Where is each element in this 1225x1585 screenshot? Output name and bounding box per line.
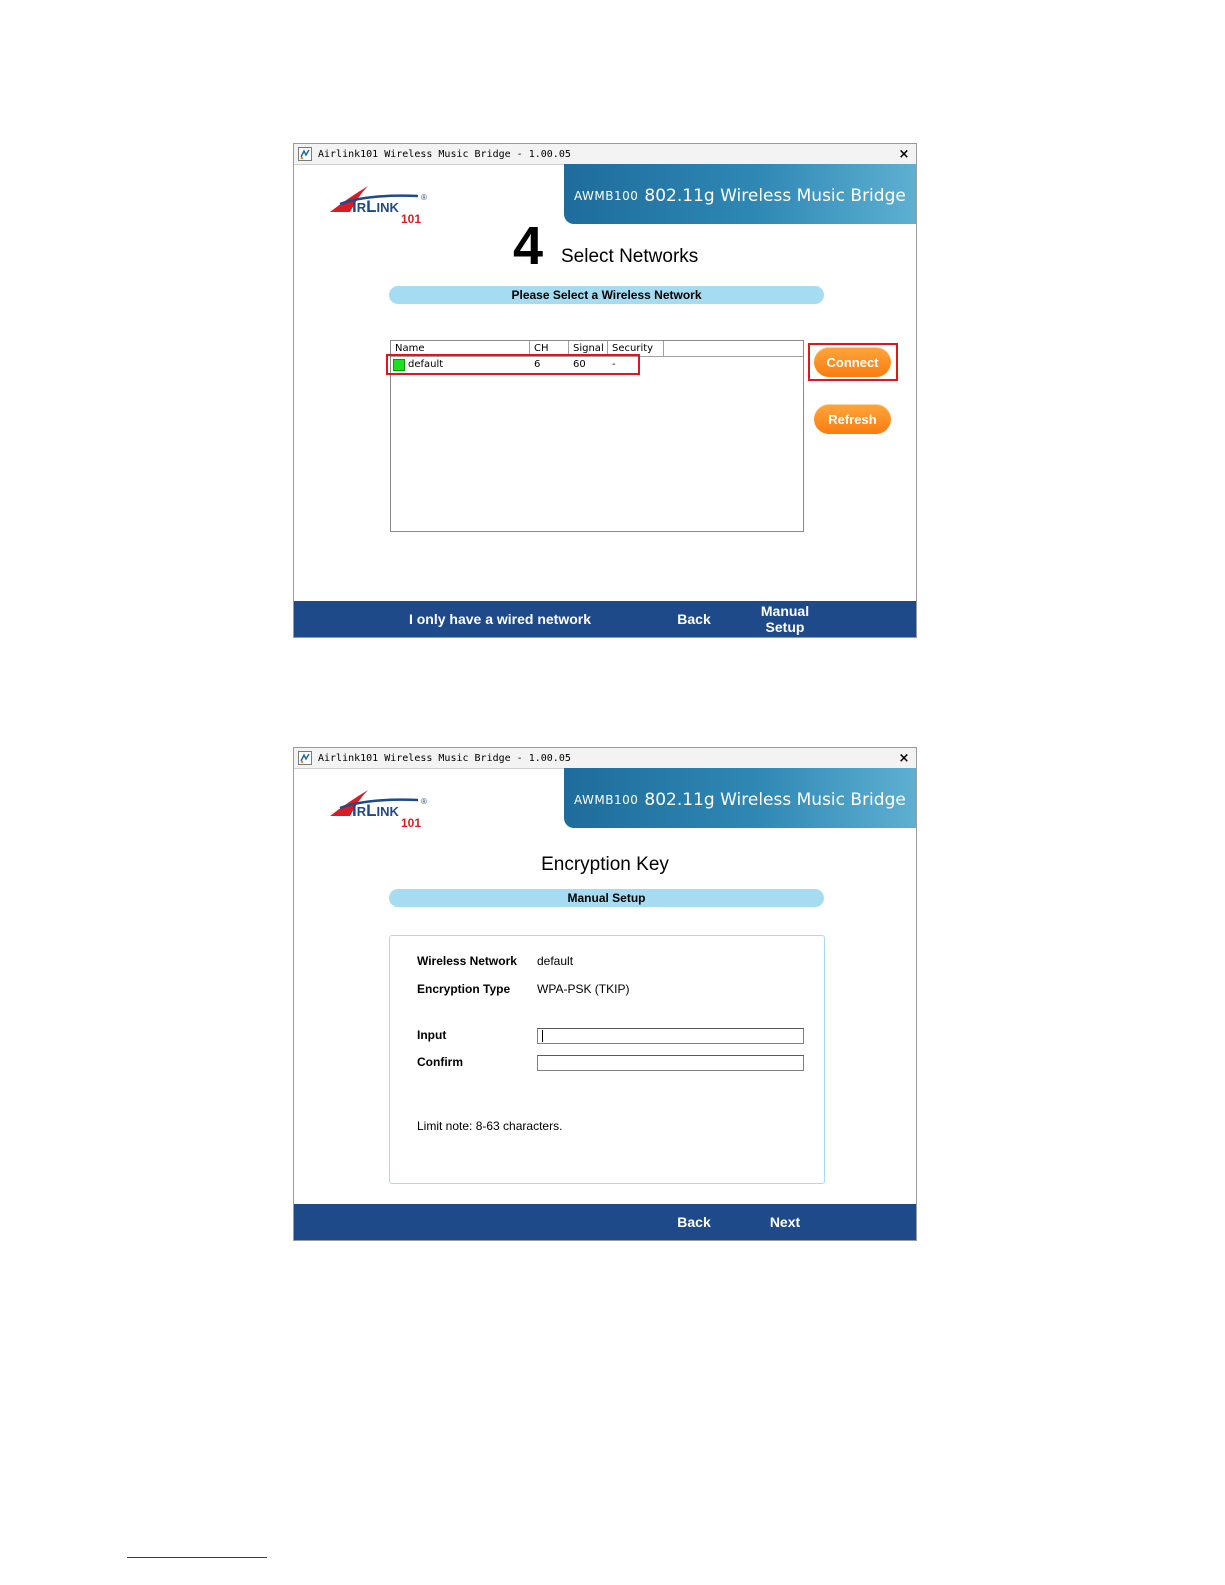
close-icon[interactable]: ×	[898, 750, 910, 766]
step-number: 4	[513, 216, 544, 276]
app-icon	[298, 147, 312, 161]
network-signal: 60	[573, 359, 586, 370]
connect-button[interactable]: Connect	[814, 347, 891, 377]
next-button[interactable]: Next	[769, 1214, 801, 1230]
svg-text:IRLINK: IRLINK	[352, 801, 399, 820]
window-title: Airlink101 Wireless Music Bridge - 1.00.05	[318, 752, 571, 764]
svg-text:IRLINK: IRLINK	[352, 197, 399, 216]
column-header-ch[interactable]: CH	[530, 341, 569, 356]
network-channel: 6	[534, 359, 541, 370]
svg-text:101: 101	[401, 212, 422, 226]
network-security: -	[612, 359, 616, 370]
encryption-key-window	[293, 747, 917, 1241]
encryption-form	[389, 935, 825, 1184]
wireless-network-value: default	[537, 954, 574, 968]
title-bar	[294, 144, 916, 165]
airlink-logo	[328, 178, 438, 226]
product-banner	[564, 768, 916, 828]
confirm-label: Confirm	[417, 1055, 463, 1069]
title-bar	[294, 748, 916, 769]
back-button[interactable]: Back	[677, 611, 711, 627]
wireless-network-label: Wireless Network	[417, 954, 517, 968]
manual-setup-line1: Manual	[760, 603, 810, 619]
product-banner	[564, 164, 916, 224]
product-name: 802.11g Wireless Music Bridge	[644, 186, 906, 206]
footer-nav	[294, 1204, 916, 1240]
column-header-signal[interactable]: Signal	[569, 341, 608, 356]
svg-text:®: ®	[421, 193, 427, 202]
section-header: Manual Setup	[389, 889, 824, 907]
page-title: Encryption Key	[541, 854, 669, 875]
footer-nav	[294, 601, 916, 637]
page-title: Select Networks	[561, 246, 699, 267]
model-name: AWMB100	[574, 189, 639, 203]
column-header-name[interactable]: Name	[391, 341, 530, 356]
network-name: default	[408, 359, 444, 370]
manual-setup-line2: Setup	[765, 619, 805, 635]
refresh-button[interactable]: Refresh	[814, 404, 891, 434]
limit-note: Limit note: 8-63 characters.	[417, 1119, 563, 1133]
encryption-type-label: Encryption Type	[417, 982, 511, 996]
window-title: Airlink101 Wireless Music Bridge - 1.00.05	[318, 148, 571, 160]
row-highlight-box	[386, 354, 640, 375]
svg-text:®: ®	[421, 797, 427, 806]
encryption-type-value: WPA-PSK (TKIP)	[537, 982, 630, 996]
airlink-logo	[328, 782, 438, 830]
product-name: 802.11g Wireless Music Bridge	[644, 790, 906, 810]
footnote-rule	[127, 1557, 267, 1558]
section-header: Please Select a Wireless Network	[389, 286, 824, 304]
key-input-field[interactable]	[537, 1028, 804, 1044]
input-label: Input	[417, 1028, 447, 1042]
select-networks-window	[293, 143, 917, 638]
wired-network-link[interactable]: I only have a wired network	[408, 611, 592, 627]
manual-setup-button[interactable]	[752, 601, 818, 637]
back-button[interactable]: Back	[677, 1214, 711, 1230]
column-header-security[interactable]: Security	[608, 341, 664, 356]
key-confirm-field[interactable]	[537, 1055, 804, 1071]
model-name: AWMB100	[574, 793, 639, 807]
svg-text:101: 101	[401, 816, 422, 830]
close-icon[interactable]: ×	[898, 146, 910, 162]
app-icon	[298, 751, 312, 765]
